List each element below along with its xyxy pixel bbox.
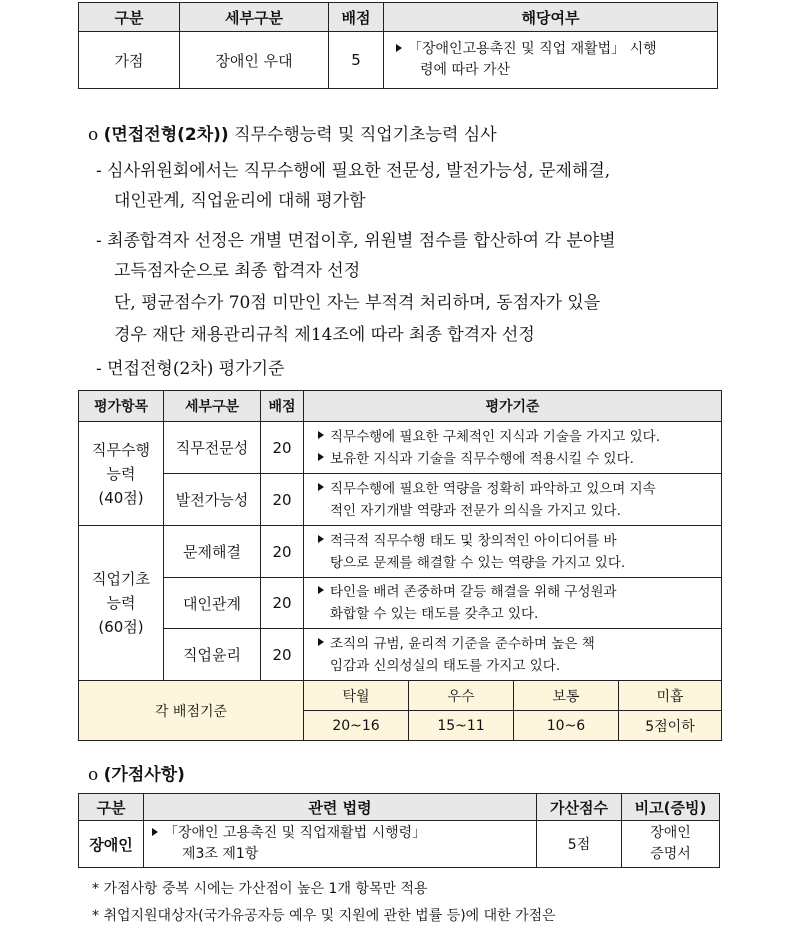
triangle-bullet-icon [318,483,324,491]
cell-score: 20 [261,526,304,578]
section-heading-bonus [88,760,185,785]
grade-range: 20~16 [304,711,409,741]
table-row [79,629,722,681]
triangle-bullet-icon [318,535,324,543]
paragraph-line: 단, 평균점수가 70점 미만인 자는 부적격 처리하며, 동점자가 있을 [114,293,601,313]
triangle-bullet-icon [318,431,324,439]
triangle-bullet-icon [396,44,402,52]
paragraph-line: 경우 재단 채용관리규칙 제14조에 따라 최종 합격자 선정 [114,325,535,345]
group-label: 직업기초 [92,570,150,588]
grade-label: 탁월 [304,681,409,711]
paragraph-line: - 심사위원회에서는 직무수행에 필요한 전문성, 발전가능성, 문제해결, [96,161,611,181]
triangle-bullet-icon [318,638,324,646]
cell-subcategory: 직무전문성 [164,422,261,474]
interview-criteria-table [78,390,722,741]
cell-subcategory: 장애인 우대 [180,32,329,89]
cell-criteria [304,422,722,474]
grade-label: 미흡 [619,681,722,711]
group-points: (40점) [98,488,144,507]
paragraph-line: 고득점자순으로 최종 합격자 선정 [114,261,361,281]
cell-criteria [304,578,722,629]
grade-label: 보통 [514,681,619,711]
header-category: 구분 [79,3,180,32]
criteria-line: 직무수행에 필요한 역량을 정확히 파악하고 있으며 지속 [330,480,656,497]
bonus-table-bottom [78,793,720,868]
criteria-line: 적극적 직무수행 태도 및 창의적인 아이디어를 바 [330,532,617,549]
cell-law [144,821,537,868]
triangle-bullet-icon [152,828,158,836]
cell-bonus-points: 5점 [537,821,622,868]
section-heading-interview [88,120,497,145]
triangle-bullet-icon [318,453,324,461]
table-row [79,578,722,629]
group-basic-competency [79,526,164,681]
grade-label: 우수 [409,681,514,711]
cell-score: 20 [261,422,304,474]
cell-category: 장애인 [79,821,144,868]
footnote: * 취업지원대상자(국가유공자등 예우 및 지원에 관한 법률 등)에 대한 가점은 [92,908,556,924]
cell-criteria [304,474,722,526]
cell-score: 5 [329,32,384,89]
criteria-line: 직무수행에 필요한 구체적인 지식과 기술을 가지고 있다. [330,428,660,445]
table-row [79,32,718,89]
section-bullet: o [88,765,99,785]
criteria-line: 조직의 규범, 윤리적 기준을 준수하며 높은 책 [330,635,595,652]
law-line: 제3조 제1항 [182,846,259,862]
header-bonus-points: 가산점수 [537,794,622,821]
group-label: 직무수행 [92,440,150,459]
paragraph-line: - 최종합격자 선정은 개별 면접이후, 위원별 점수를 합산하여 각 분야별 [96,231,616,251]
cell-category: 가점 [79,32,180,89]
header-score: 배점 [329,3,384,32]
criteria-line: 적인 자기개발 역량과 전문가 의식을 가지고 있다. [330,502,621,519]
cell-score: 20 [261,474,304,526]
table-row [79,422,722,474]
triangle-bullet-icon [318,586,324,594]
table-row [79,681,722,711]
group-label: 능력 [106,464,136,483]
bonus-table-top [78,2,718,89]
section-subtitle: 직무수행능력 및 직업기초능력 심사 [234,125,497,145]
cell-description [384,32,718,89]
header-applicability: 해당여부 [384,3,718,32]
header-subcategory: 세부구분 [164,391,261,422]
group-points: (60점) [98,618,144,636]
criteria-line: 임감과 신의성실의 태도를 가지고 있다. [330,657,561,674]
scoring-standard-label: 각 배점기준 [79,681,304,741]
cell-subcategory: 문제해결 [164,526,261,578]
cell-criteria [304,526,722,578]
desc-line: 「장애인고용촉진 및 직업 재활법」 시행 [408,41,657,57]
header-evaluation-item: 평가항목 [79,391,164,422]
grade-range: 15~11 [409,711,514,741]
header-criteria: 평가기준 [304,391,722,422]
section-title: (면접전형(2차)) [103,125,229,145]
section-title: (가점사항) [103,765,185,785]
cell-remarks [622,821,720,868]
cell-criteria [304,629,722,681]
criteria-line: 보유한 지식과 기술을 직무수행에 적용시킬 수 있다. [330,450,634,467]
criteria-line: 화합할 수 있는 태도를 갖추고 있다. [330,606,539,622]
header-score: 배점 [261,391,304,422]
paragraph-line: 대인관계, 직업윤리에 대해 평가함 [114,191,366,211]
footnote: * 가점사항 중복 시에는 가산점이 높은 1개 항목만 적용 [92,881,428,897]
header-remarks: 비고(증빙) [622,794,720,821]
grade-range: 5점이하 [619,711,722,741]
criteria-line: 탕으로 문제를 해결할 수 있는 역량을 가지고 있다. [330,554,626,571]
remark-line: 증명서 [650,846,691,862]
cell-subcategory: 발전가능성 [164,474,261,526]
header-category: 구분 [79,794,144,821]
desc-line: 령에 따라 가산 [420,62,511,78]
grade-range: 10~6 [514,711,619,741]
header-subcategory: 세부구분 [180,3,329,32]
paragraph-line: - 면접전형(2차) 평가기준 [96,359,285,379]
header-law: 관련 법령 [144,794,537,821]
remark-line: 장애인 [650,825,691,841]
table-row [79,474,722,526]
cell-subcategory: 직업윤리 [164,629,261,681]
cell-score: 20 [261,578,304,629]
group-label: 능력 [106,594,136,612]
table-row [79,821,720,868]
cell-subcategory: 대인관계 [164,578,261,629]
criteria-line: 타인을 배려 존중하며 갈등 해결을 위해 구성원과 [330,584,617,600]
table-row [79,526,722,578]
group-job-performance [79,422,164,526]
section-bullet: o [88,125,99,145]
law-line: 「장애인 고용촉진 및 직업재활법 시행령」 [164,825,427,841]
cell-score: 20 [261,629,304,681]
